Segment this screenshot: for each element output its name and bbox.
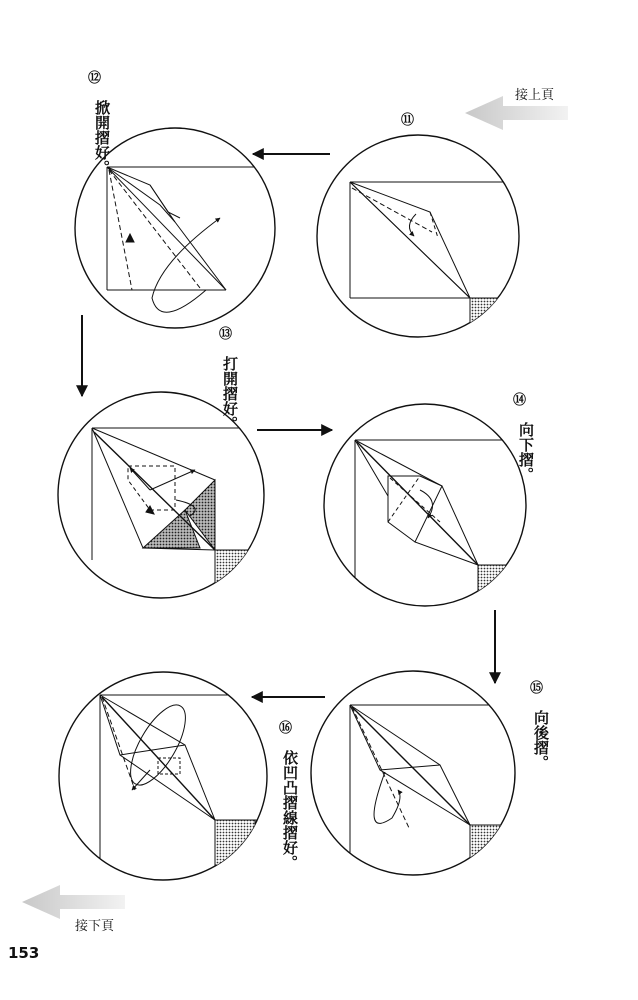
step-11-diagram xyxy=(317,135,520,343)
step-13-number: ⑬ xyxy=(219,327,233,342)
step-12-number: ⑫ xyxy=(88,71,102,86)
step-11-number: ⑪ xyxy=(401,113,415,128)
step-16-caption: 依凹凸摺線摺好。 xyxy=(281,750,299,870)
step-15-number: ⑮ xyxy=(530,681,544,696)
step-16-number: ⑯ xyxy=(279,721,293,736)
step-16-diagram xyxy=(59,672,267,880)
step-15-diagram xyxy=(311,671,515,875)
continue-from-label: 接上頁 xyxy=(515,88,555,103)
step-14-caption: 向下摺。 xyxy=(517,422,535,482)
step-12-caption: 掀開摺好。 xyxy=(93,100,111,175)
continue-to-label: 接下頁 xyxy=(75,919,115,934)
step-15-caption: 向後摺。 xyxy=(532,710,550,770)
step-13-caption: 打開摺好。 xyxy=(221,356,239,431)
step-14-number: ⑭ xyxy=(513,393,527,408)
page-number: 153 xyxy=(8,944,40,962)
step-14-diagram xyxy=(324,404,526,610)
continue-to-arrow xyxy=(22,885,125,919)
